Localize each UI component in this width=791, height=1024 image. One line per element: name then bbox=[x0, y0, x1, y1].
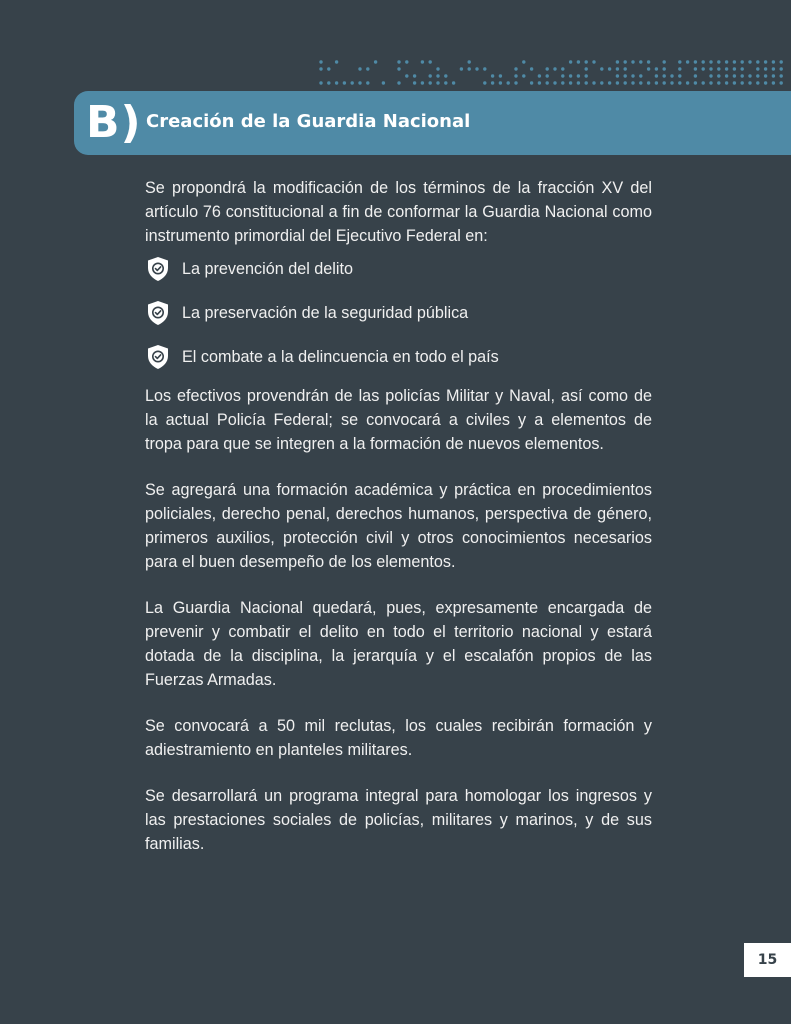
decorative-dot bbox=[709, 81, 712, 84]
decorative-dot bbox=[514, 67, 517, 70]
decorative-dot bbox=[319, 67, 322, 70]
decorative-dot bbox=[709, 60, 712, 63]
decorative-dot bbox=[561, 81, 564, 84]
decorative-dot bbox=[444, 74, 447, 77]
decorative-dot bbox=[616, 74, 619, 77]
decorative-dot bbox=[421, 60, 424, 63]
decorative-dot bbox=[655, 81, 658, 84]
decorative-dot bbox=[405, 60, 408, 63]
section-banner bbox=[74, 91, 791, 155]
decorative-dot bbox=[647, 67, 650, 70]
section-title: Creación de la Guardia Nacional bbox=[146, 111, 471, 132]
decorative-dot bbox=[663, 60, 666, 63]
decorative-dot bbox=[452, 81, 455, 84]
decorative-dot bbox=[553, 81, 556, 84]
decorative-dot bbox=[772, 67, 775, 70]
decorative-dot bbox=[725, 60, 728, 63]
decorative-dot bbox=[514, 81, 517, 84]
objective-item bbox=[145, 256, 652, 282]
decorative-dot bbox=[748, 81, 751, 84]
decorative-dot bbox=[686, 60, 689, 63]
decorative-dot bbox=[569, 60, 572, 63]
decorative-dot bbox=[772, 74, 775, 77]
decorative-dot bbox=[780, 74, 783, 77]
decorative-dot bbox=[374, 60, 377, 63]
objective-text: La prevención del delito bbox=[182, 260, 353, 278]
intro-paragraph: Se propondrá la modificación de los términos de la fracción XV del artículo 76 constitucional a fin de conformar la Guardia Nacional como instrumento primordial del Ejecutivo Federal en: bbox=[145, 179, 652, 245]
decorative-dot bbox=[327, 67, 330, 70]
decorative-dot bbox=[483, 67, 486, 70]
decorative-dot bbox=[358, 67, 361, 70]
decorative-dot bbox=[358, 81, 361, 84]
decorative-dot bbox=[460, 67, 463, 70]
decorative-dot bbox=[670, 81, 673, 84]
decorative-dot bbox=[631, 74, 634, 77]
decorative-dot bbox=[429, 81, 432, 84]
body-paragraph: Se desarrollará un programa integral para homologar los ingresos y las prestaciones sociales de policías, militares y marinos, y de sus familias. bbox=[145, 787, 652, 853]
decorative-dot bbox=[421, 81, 424, 84]
decorative-dot bbox=[530, 67, 533, 70]
decorative-dot bbox=[538, 81, 541, 84]
decorative-dot bbox=[694, 74, 697, 77]
decorative-dot bbox=[702, 60, 705, 63]
objective-text: La preservación de la seguridad pública bbox=[182, 304, 469, 322]
decorative-dot bbox=[436, 74, 439, 77]
decorative-dot bbox=[335, 81, 338, 84]
decorative-dot bbox=[491, 74, 494, 77]
decorative-dot bbox=[561, 74, 564, 77]
decorative-dot bbox=[569, 74, 572, 77]
decorative-dot bbox=[608, 81, 611, 84]
decorative-dot bbox=[616, 67, 619, 70]
shield-check-icon bbox=[146, 256, 170, 282]
decorative-dot bbox=[772, 60, 775, 63]
decorative-dot bbox=[624, 81, 627, 84]
decorative-dot bbox=[717, 81, 720, 84]
decorative-dot bbox=[733, 74, 736, 77]
decorative-dot bbox=[647, 81, 650, 84]
decorative-dot bbox=[561, 67, 564, 70]
objectives-list bbox=[145, 256, 652, 370]
decorative-dot bbox=[733, 81, 736, 84]
decorative-dot bbox=[678, 60, 681, 63]
decorative-dot bbox=[530, 81, 533, 84]
decorative-dot bbox=[491, 81, 494, 84]
decorative-dot bbox=[592, 81, 595, 84]
decorative-dot bbox=[631, 60, 634, 63]
decorative-dot bbox=[538, 74, 541, 77]
decorative-dot bbox=[772, 81, 775, 84]
shield-check-icon bbox=[146, 300, 170, 326]
decorative-dot bbox=[717, 60, 720, 63]
decorative-dot bbox=[647, 60, 650, 63]
decorative-dot bbox=[655, 74, 658, 77]
decorative-dot bbox=[741, 81, 744, 84]
decorative-dot bbox=[507, 81, 510, 84]
decorative-dot bbox=[616, 60, 619, 63]
objective-text: El combate a la delincuencia en todo el país bbox=[182, 348, 499, 366]
decorative-dot bbox=[436, 67, 439, 70]
decorative-dot bbox=[577, 81, 580, 84]
decorative-dot bbox=[483, 81, 486, 84]
decorative-dot bbox=[741, 67, 744, 70]
decorative-dot bbox=[631, 81, 634, 84]
decorative-dot bbox=[397, 81, 400, 84]
decorative-dot bbox=[709, 74, 712, 77]
decorative-dot bbox=[522, 60, 525, 63]
decorative-dot bbox=[741, 74, 744, 77]
decorative-dot bbox=[429, 60, 432, 63]
objective-item bbox=[145, 300, 652, 326]
decorative-dot bbox=[741, 60, 744, 63]
decorative-dot bbox=[413, 74, 416, 77]
body-paragraph: Se agregará una formación académica y práctica en procedimientos policiales, derecho penal, derechos humanos, perspectiva de género, primeros auxilios, protección civil y otros conocimientos necesarios para el buen desempeño de los elementos. bbox=[145, 481, 652, 571]
decorative-dot bbox=[748, 60, 751, 63]
decorative-dot bbox=[725, 67, 728, 70]
shield-check-icon bbox=[146, 344, 170, 370]
decorative-dot bbox=[756, 60, 759, 63]
decorative-dot bbox=[624, 60, 627, 63]
section-letter: B) bbox=[86, 97, 142, 148]
decorative-dot bbox=[717, 74, 720, 77]
objective-item bbox=[145, 344, 652, 370]
decorative-dot bbox=[663, 74, 666, 77]
decorative-dot bbox=[546, 67, 549, 70]
decorative-dot bbox=[319, 81, 322, 84]
body-paragraph: Se convocará a 50 mil reclutas, los cuales recibirán formación y adiestramiento en planteles militares. bbox=[145, 717, 652, 759]
decorative-dot bbox=[663, 81, 666, 84]
decorative-dot bbox=[366, 67, 369, 70]
decorative-dot bbox=[514, 74, 517, 77]
decorative-dot bbox=[717, 67, 720, 70]
decorative-dot bbox=[678, 81, 681, 84]
decorative-dot bbox=[756, 67, 759, 70]
decorative-dot bbox=[756, 74, 759, 77]
decorative-dot bbox=[694, 67, 697, 70]
decorative-dot bbox=[670, 74, 673, 77]
decorative-dot bbox=[343, 81, 346, 84]
decorative-dot bbox=[733, 60, 736, 63]
decorative-dot bbox=[553, 67, 556, 70]
decorative-dot bbox=[397, 67, 400, 70]
decorative-dot bbox=[725, 81, 728, 84]
decorative-dot bbox=[522, 74, 525, 77]
decorative-dot-pattern bbox=[318, 58, 788, 88]
decorative-dot bbox=[655, 67, 658, 70]
decorative-dot bbox=[585, 74, 588, 77]
decorative-dot bbox=[686, 81, 689, 84]
decorative-dot bbox=[468, 60, 471, 63]
decorative-dot bbox=[702, 81, 705, 84]
decorative-dot bbox=[748, 74, 751, 77]
decorative-dot bbox=[780, 67, 783, 70]
decorative-dot bbox=[608, 67, 611, 70]
decorative-dot bbox=[600, 67, 603, 70]
decorative-dot bbox=[725, 74, 728, 77]
decorative-dot bbox=[600, 81, 603, 84]
page-number: 15 bbox=[744, 943, 791, 977]
decorative-dot bbox=[663, 67, 666, 70]
body-paragraph: La Guardia Nacional quedará, pues, expresamente encargada de prevenir y combatir el delito en todo el territorio nacional y estará dotada de la disciplina, la jerarquía y el escalafón propios de las Fuerzas Armadas. bbox=[145, 599, 652, 689]
decorative-dot bbox=[678, 67, 681, 70]
decorative-dot bbox=[592, 60, 595, 63]
decorative-dot bbox=[764, 74, 767, 77]
decorative-dot bbox=[546, 74, 549, 77]
decorative-dot bbox=[678, 74, 681, 77]
decorative-dot bbox=[335, 60, 338, 63]
decorative-dot bbox=[624, 74, 627, 77]
decorative-dot bbox=[382, 81, 385, 84]
decorative-dot bbox=[639, 74, 642, 77]
decorative-dot bbox=[694, 81, 697, 84]
decorative-dot bbox=[413, 81, 416, 84]
decorative-dot bbox=[780, 60, 783, 63]
decorative-dot bbox=[436, 81, 439, 84]
decorative-dot bbox=[366, 81, 369, 84]
decorative-dot bbox=[475, 67, 478, 70]
decorative-dot bbox=[405, 74, 408, 77]
decorative-dot bbox=[624, 67, 627, 70]
decorative-dot bbox=[585, 81, 588, 84]
decorative-dot bbox=[756, 81, 759, 84]
decorative-dot bbox=[468, 67, 471, 70]
decorative-dot bbox=[499, 81, 502, 84]
decorative-dot bbox=[764, 81, 767, 84]
body-paragraph: Los efectivos provendrán de las policías Militar y Naval, así como de la actual Policía Federal; se convocará a civiles y a elementos de tropa para que se integren a la formación de nuevos elementos. bbox=[145, 387, 652, 453]
decorative-dot bbox=[499, 74, 502, 77]
decorative-dot bbox=[764, 67, 767, 70]
decorative-dot bbox=[780, 81, 783, 84]
decorative-dot bbox=[709, 67, 712, 70]
decorative-dot bbox=[694, 60, 697, 63]
decorative-dot bbox=[585, 60, 588, 63]
decorative-dot bbox=[639, 81, 642, 84]
decorative-dot bbox=[764, 60, 767, 63]
decorative-dot bbox=[546, 81, 549, 84]
decorative-dot bbox=[429, 74, 432, 77]
decorative-dot bbox=[327, 81, 330, 84]
decorative-dot bbox=[616, 81, 619, 84]
decorative-dot bbox=[569, 81, 572, 84]
decorative-dot bbox=[577, 60, 580, 63]
decorative-dot bbox=[585, 67, 588, 70]
decorative-dot bbox=[639, 60, 642, 63]
decorative-dot bbox=[733, 67, 736, 70]
decorative-dot bbox=[444, 81, 447, 84]
main-content bbox=[145, 176, 652, 856]
decorative-dot bbox=[577, 74, 580, 77]
decorative-dot bbox=[702, 67, 705, 70]
decorative-dot bbox=[351, 81, 354, 84]
decorative-dot bbox=[319, 60, 322, 63]
decorative-dot bbox=[397, 60, 400, 63]
